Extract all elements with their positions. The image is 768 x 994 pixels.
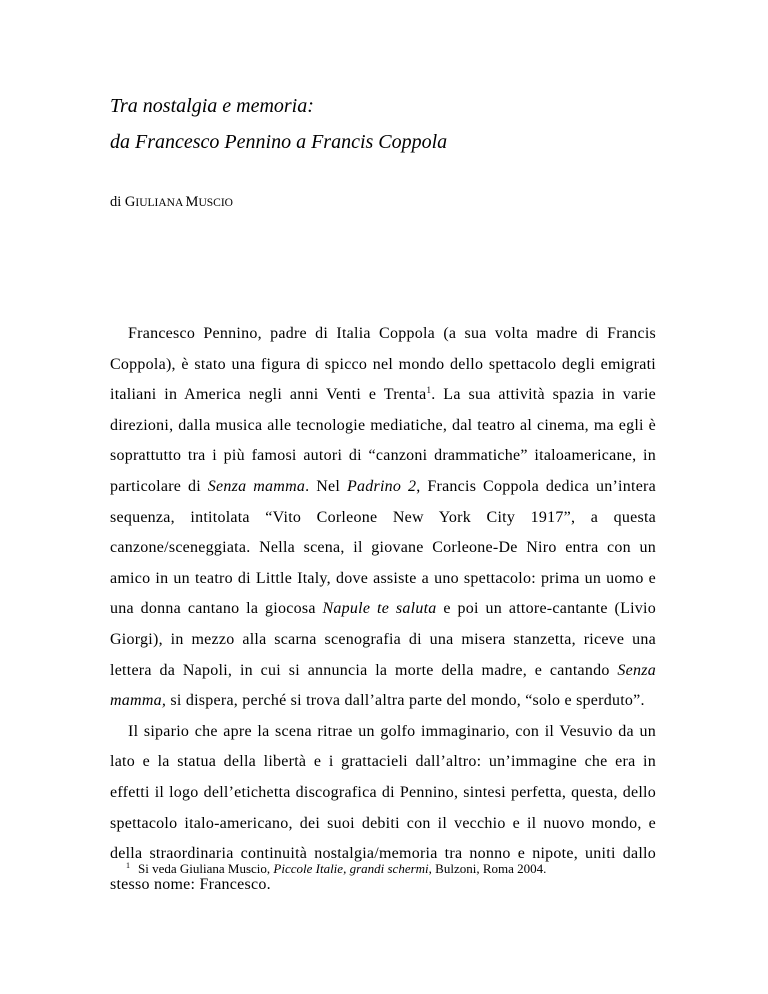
- author-byline: [110, 194, 233, 211]
- title-line-1: Tra nostalgia e memoria:: [110, 95, 314, 117]
- paragraph-2: Il sipario che apre la scena ritrae un golfo immaginario, con il Vesuvio da un lato e la statua della libertà e i grattacieli dall’altro: un’immagine che era in effetti il logo dell’etichetta discografica di Pennino, sintesi perfetta, questa, dello spettacolo italo-americano, dei suoi debiti con il vecchio e il nuovo mondo, e della straordinaria continuità nostalgia/memoria tra nonno e nipote, uniti dallo stesso nome: Francesco.: [110, 722, 656, 893]
- footnote-text: Si veda Giuliana Muscio,: [138, 861, 274, 876]
- article-body: [110, 319, 656, 900]
- article-title: [110, 88, 670, 160]
- paragraph-1-text: , Francis Coppola dedica un’intera sequenza, intitolata “Vito Corleone New York City 1917”, a questa canzone/sceneggiata. Nella scena, il giovane Corleone-De Niro entra con un amico in un teatro di Little Italy, dove assiste a uno spettacolo: prima un uomo e una donna cantano la giocosa: [110, 477, 656, 618]
- footnote-text: , Bulzoni, Roma 2004.: [428, 861, 547, 876]
- author-last-initial: M: [185, 194, 199, 210]
- paragraph-1-text: e poi un attore-cantante (Livio Giorgi), in mezzo alla scarna scenografia di una misera stanzetta, riceve una lettera da Napoli, in cui si annuncia la morte della madre, e cantando: [110, 600, 656, 679]
- footnote: [126, 861, 686, 877]
- title-line-2: da Francesco Pennino a Francis Coppola: [110, 131, 448, 153]
- footnote-number: 1: [126, 861, 130, 870]
- paragraph-1-text: Francesco Pennino, padre di Italia Coppola (a sua volta madre di Francis Coppola), è stato una figura di spicco nel mondo dello spettacolo degli emigrati italiani in America negli anni Venti e Trenta: [110, 325, 656, 404]
- paragraph-1-text: . Nel: [305, 477, 347, 495]
- paragraph-1-text: . La sua attività spazia in varie direzioni, dalla musica alle tecnologie mediatiche, dal teatro al cinema, ma egli è soprattutto tra i più famosi autori di “canzoni drammatiche” italoamericane, in particolare di: [110, 386, 657, 495]
- paragraph-1: [110, 319, 656, 717]
- paragraph-1-text: si dispera, perché si trova dall’altra parte del mondo, “solo e sperduto”.: [166, 692, 645, 710]
- author-last-rest: USCIO: [198, 197, 233, 209]
- film-title: Padrino 2: [346, 477, 417, 495]
- song-title: Napule te saluta: [322, 600, 437, 618]
- author-first-rest: IULIANA: [135, 197, 186, 209]
- song-title: Senza mamma,: [110, 661, 656, 710]
- book-title: Piccole Italie, grandi schermi: [273, 861, 429, 876]
- author-first-initial: G: [124, 194, 136, 210]
- byline-prefix: di: [110, 194, 125, 210]
- footnote-reference[interactable]: 1: [426, 385, 432, 396]
- song-title: Senza mamma: [207, 477, 306, 495]
